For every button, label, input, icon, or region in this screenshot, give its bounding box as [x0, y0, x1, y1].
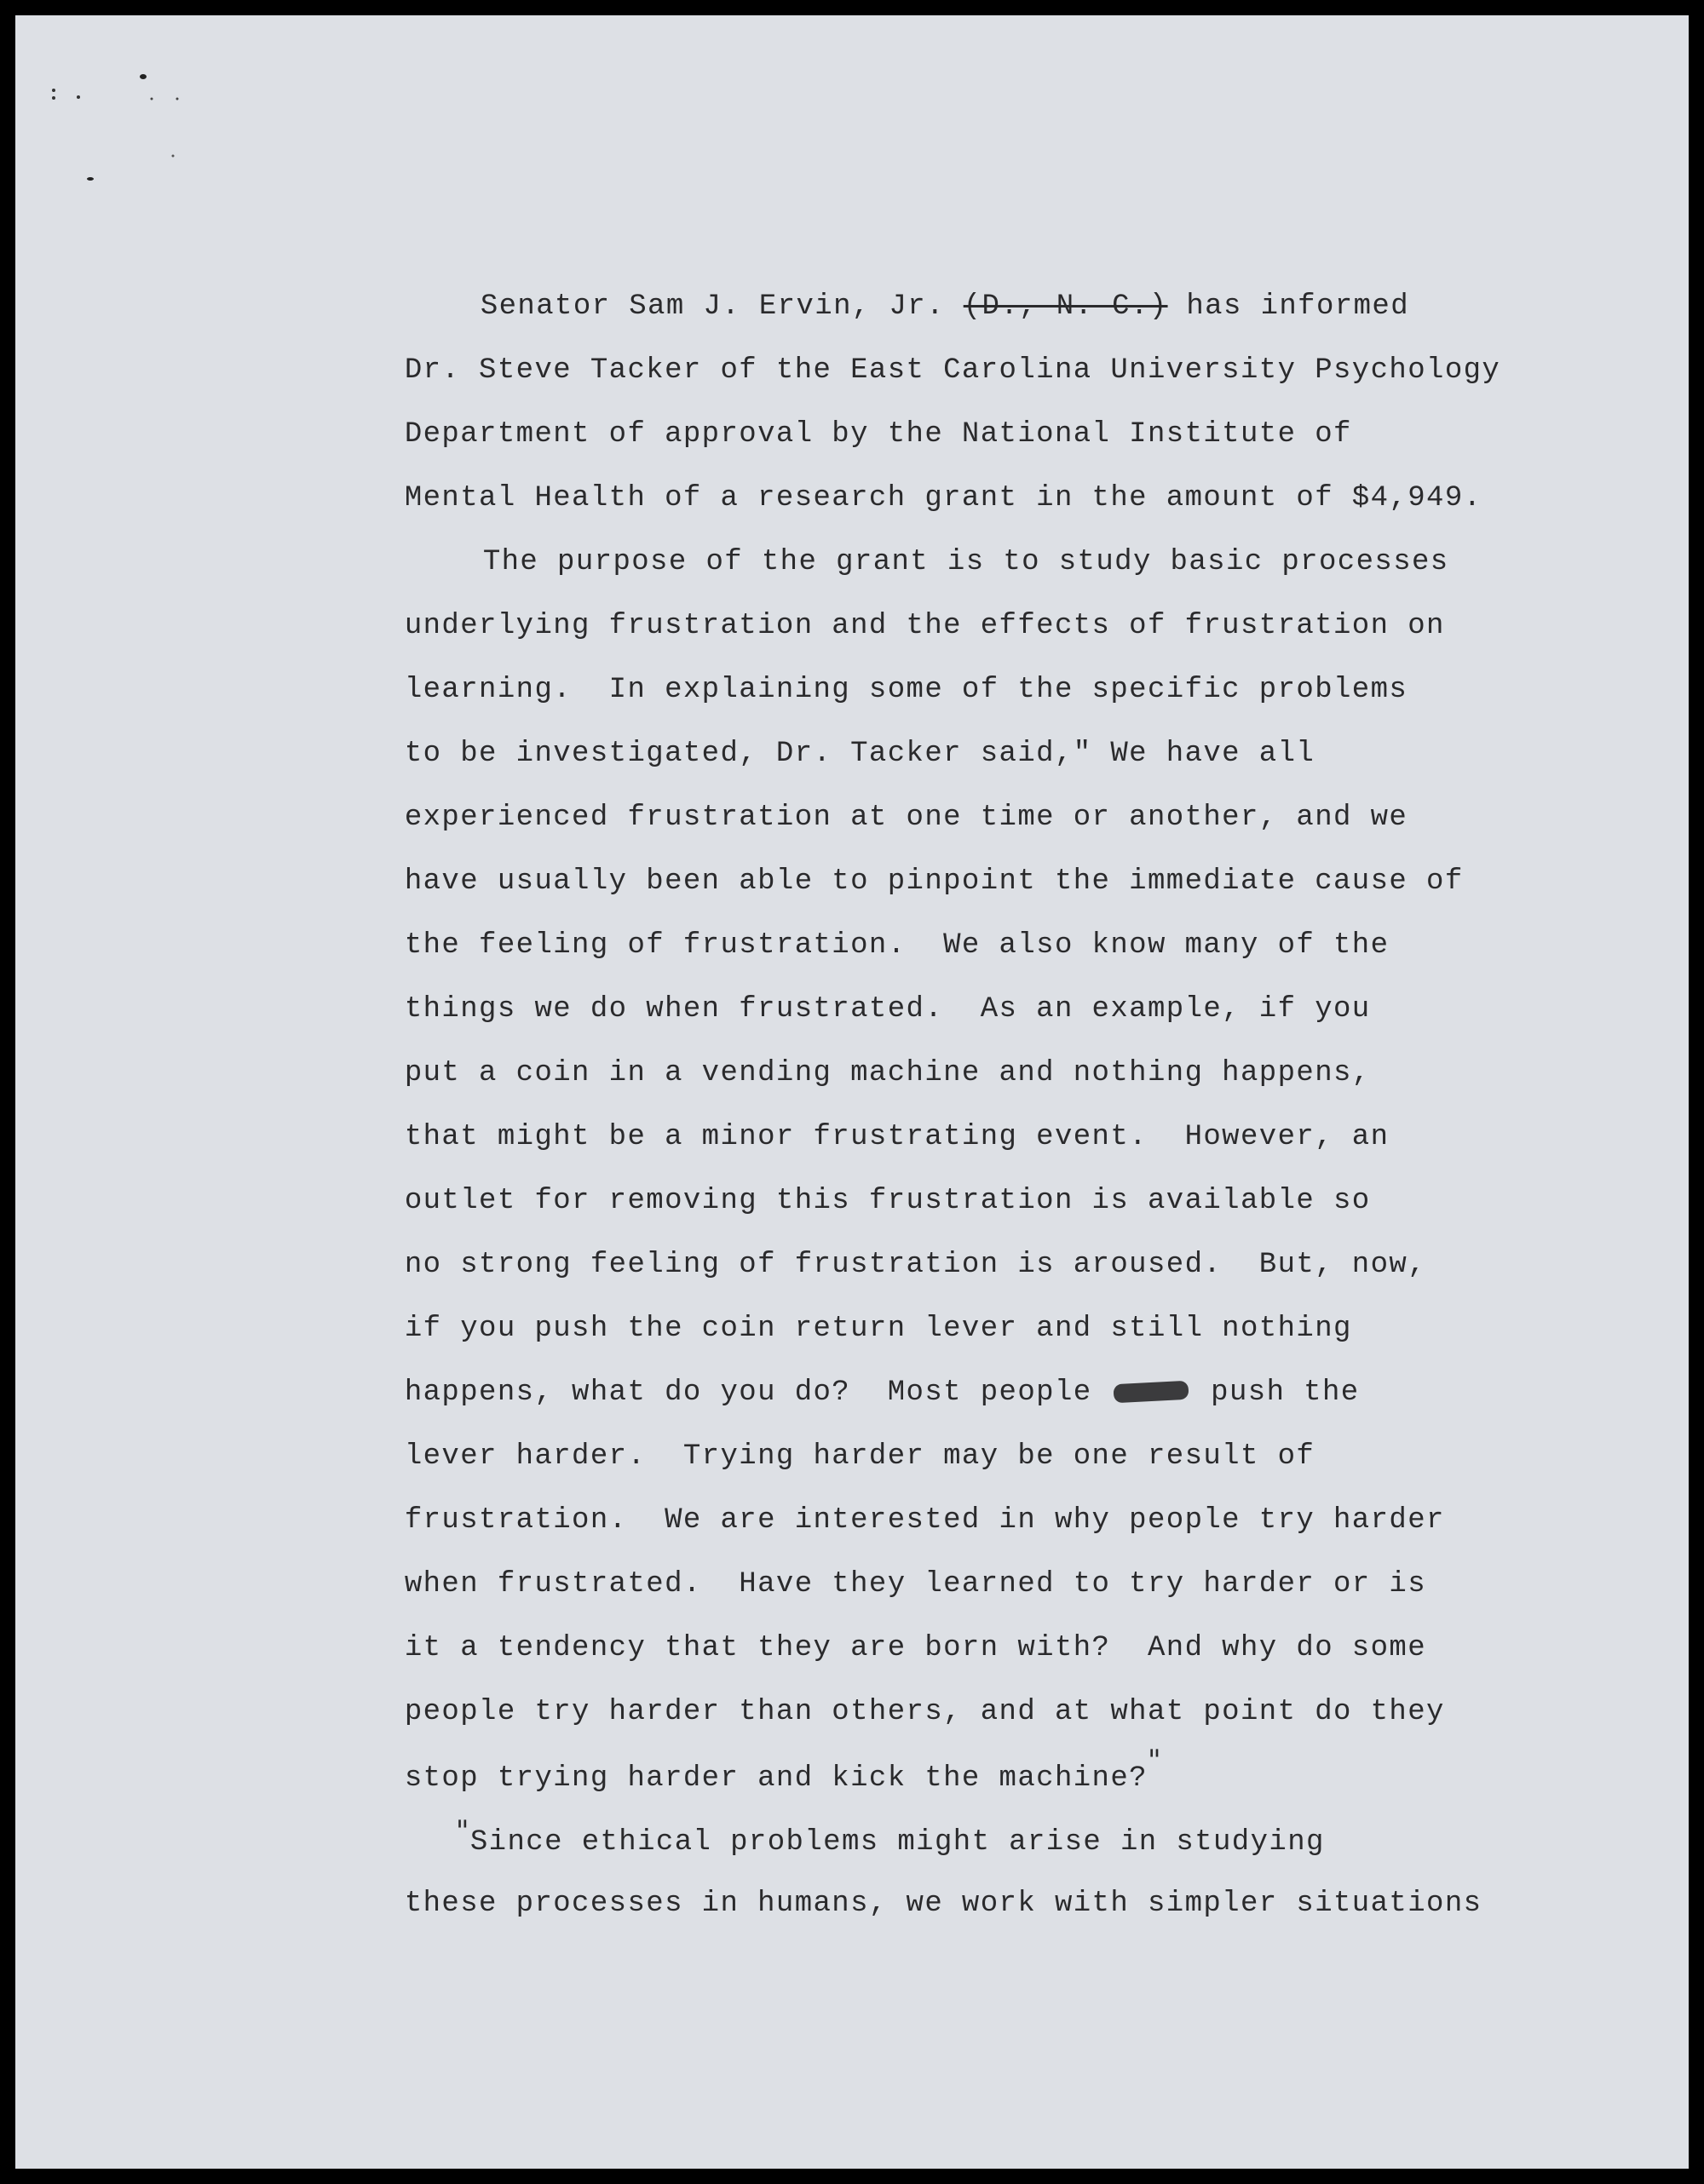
line-text: experienced frustration at one time or another, and we: [404, 802, 1408, 834]
text-line-11: [293, 894, 1390, 962]
line-text: if you push the coin return lever and still nothing: [404, 1313, 1352, 1345]
text-line-24: [293, 1725, 1163, 1795]
line-text: put a coin in a vending machine and nothing happens,: [404, 1057, 1371, 1089]
text-line-8: [293, 703, 1315, 770]
line-text: have usually been able to pinpoint the immediate cause of: [404, 865, 1464, 898]
ink-blot: [1114, 1381, 1189, 1404]
line-text: things we do when frustrated. As an example, if you: [404, 993, 1371, 1026]
text-line-18: [293, 1342, 1360, 1409]
text-line-17: [293, 1278, 1352, 1345]
line-text: people try harder than others, and at what point do they: [404, 1696, 1445, 1728]
text-line-7: [293, 639, 1408, 706]
document-body: [15, 15, 1689, 2169]
text-line-3: [293, 383, 1352, 451]
line-text: it a tendency that they are born with? And why do some: [404, 1632, 1427, 1664]
line-text: stop trying harder and kick the machine?: [404, 1762, 1148, 1795]
line-text: underlying frustration and the effects of frustration on: [404, 610, 1445, 642]
text-line-26: [293, 1853, 1482, 1920]
text-line-12: [293, 958, 1371, 1026]
line-text: the feeling of frustration. We also know many of the: [404, 929, 1390, 962]
line-text: Dr. Steve Tacker of the East Carolina University Psychology: [404, 354, 1501, 387]
handwritten-quote-mark: ": [455, 1814, 470, 1848]
text-line-15: [293, 1150, 1371, 1217]
line-text: push the: [1192, 1376, 1360, 1409]
document-page: [15, 15, 1689, 2169]
line-text: Since ethical problems might arise in studying: [469, 1826, 1325, 1859]
text-line-25: [344, 1789, 1325, 1859]
text-line-21: [293, 1533, 1427, 1601]
line-text: Mental Health of a research grant in the amount of $4,949.: [404, 482, 1482, 514]
text-line-14: [293, 1086, 1390, 1153]
line-text: The purpose of the grant is to study basic processes: [482, 546, 1449, 578]
line-text: happens, what do you do? Most people: [404, 1376, 1111, 1409]
text-line-16: [293, 1214, 1427, 1281]
text-line-6: [293, 575, 1445, 642]
text-line-4: [293, 447, 1482, 514]
line-text: learning. In explaining some of the specific problems: [404, 674, 1408, 706]
line-text: when frustrated. Have they learned to try harder or is: [404, 1568, 1427, 1601]
line-text: outlet for removing this frustration is available so: [404, 1185, 1371, 1217]
line-text: has informed: [1167, 290, 1410, 323]
text-line-20: [293, 1469, 1445, 1537]
text-line-5: [371, 511, 1449, 578]
text-line-19: [293, 1405, 1315, 1473]
text-line-13: [293, 1022, 1371, 1089]
text-line-9: [293, 767, 1408, 834]
line-text: these processes in humans, we work with simpler situations: [404, 1888, 1482, 1920]
text-line-10: [293, 830, 1464, 898]
line-text: lever harder. Trying harder may be one result of: [404, 1440, 1315, 1473]
handwritten-quote-mark: ": [1147, 1744, 1163, 1778]
line-text: Department of approval by the National Institute of: [404, 418, 1352, 451]
struck-text: (D., N. C.): [963, 290, 1168, 323]
text-line-2: [293, 319, 1501, 387]
line-text: no strong feeling of frustration is aroused. But, now,: [404, 1249, 1427, 1281]
text-line-22: [293, 1597, 1427, 1664]
text-line-1: [369, 256, 1410, 323]
line-text: frustration. We are interested in why people try harder: [404, 1504, 1445, 1537]
line-text: Senator Sam J. Ervin, Jr.: [480, 290, 964, 323]
line-text: that might be a minor frustrating event. However, an: [404, 1121, 1390, 1153]
line-text: to be investigated, Dr. Tacker said," We have all: [404, 738, 1315, 770]
text-line-23: [293, 1661, 1445, 1728]
